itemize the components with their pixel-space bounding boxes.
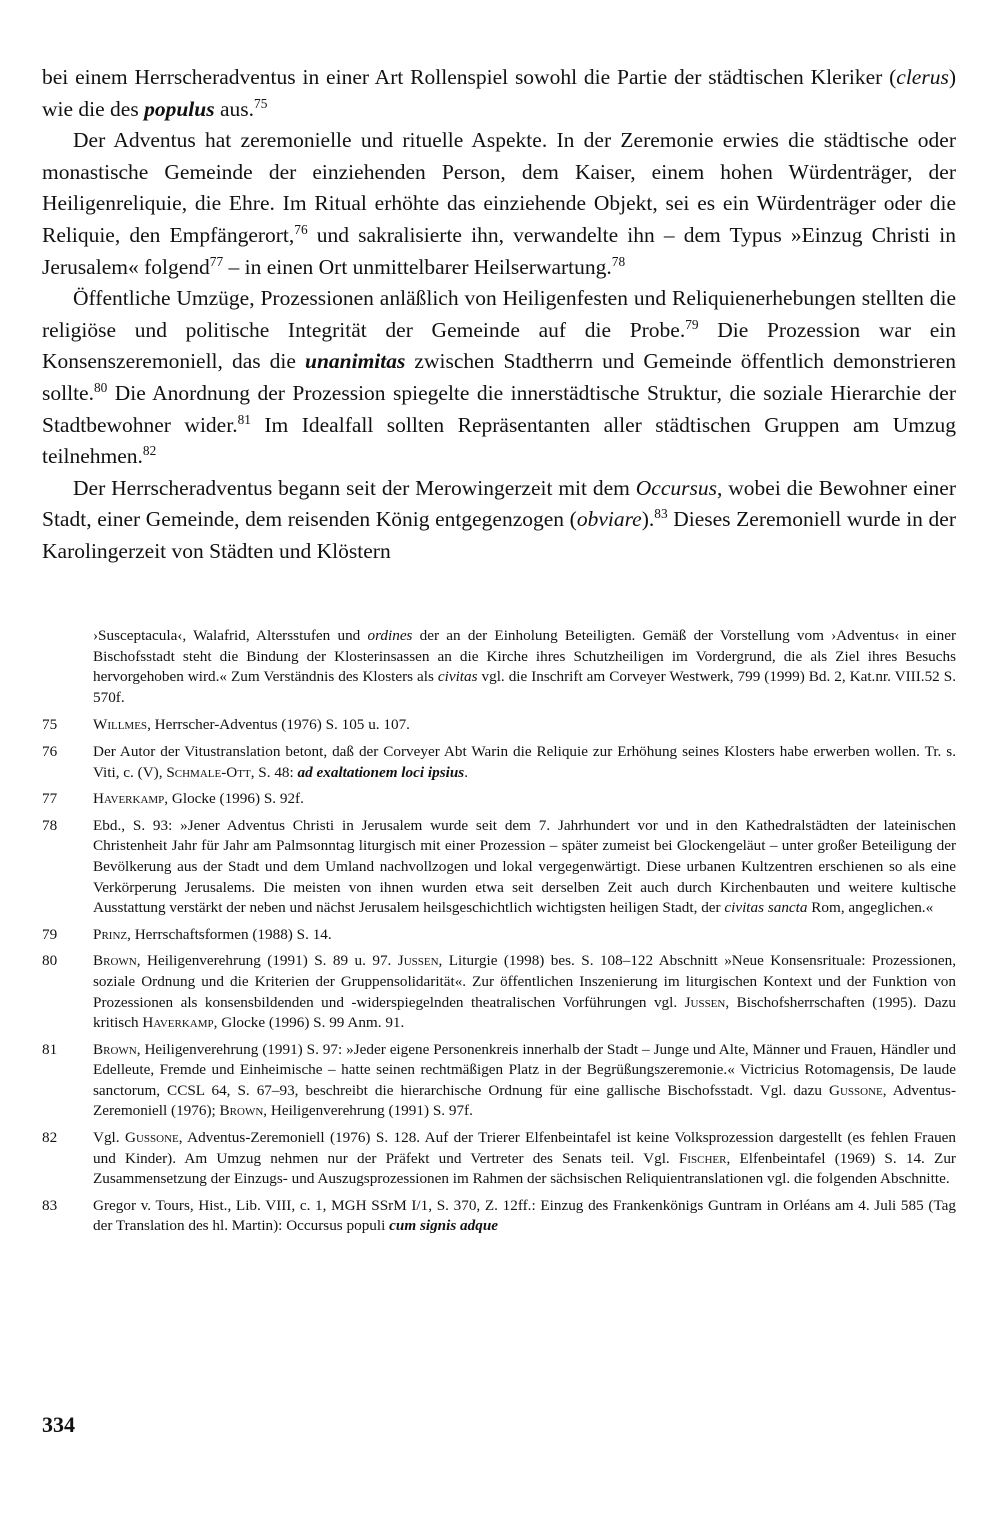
- text-run: Ebd., S. 93: »Jener Adventus Christi in Jerusalem wurde seit dem 7. Jahrhundert vor und in den Kathedralstädten der lateinischen Christenheit Jahr für Jahr am Palmsonntag liturgisch mit einer Prozession – später zumeist bei Glockengeläut – unter großer Beteiligung der Bevölkerung aus der Stadt und dem Umland nachvollzogen und lokal vergegenwärtigt. Diese urbanen Kultzentren erschienen so als eine Verkörperung Jerusalems. Die meisten von ihnen wurden etwa seit derselben Zeit auch durch Kirchenbauten und weitere kultische Ausstattung verstärkt der neben und nächst Jerusalem heilsgeschichtlich wichtigsten heiligen Stadt, der: [93, 816, 956, 917]
- text-run: , Bischofsherrschaften (1995). Dazu kritisch: [93, 993, 956, 1032]
- italic-term: ordines: [367, 627, 413, 644]
- paragraph-2: [42, 125, 956, 283]
- footnote-text: [93, 816, 956, 919]
- footnote-text: [93, 1196, 956, 1237]
- footnote-ref: 82: [142, 442, 157, 458]
- text-run: , Adventus-Zeremoniell (1976);: [93, 1081, 956, 1120]
- italic-term: Occursus: [635, 475, 717, 500]
- footnote-79: [42, 925, 956, 946]
- text-run: zwischen Stadtherrn und Gemeinde öffentlich demonstrieren sollte.: [42, 349, 957, 405]
- author-name: Gussone: [829, 1081, 883, 1099]
- text-run: Dieses Zeremoniell wurde in der Karolingerzeit von Städten und Klöstern: [42, 507, 956, 563]
- italic-term: cum signis adque: [389, 1217, 499, 1235]
- footnote-number: 75: [42, 716, 58, 734]
- footnote-text: [93, 715, 956, 736]
- text-run: , S. 48:: [250, 763, 298, 781]
- text-run: Vgl.: [93, 1129, 125, 1147]
- footnote-ref: 76: [294, 221, 308, 237]
- footnote-text: [93, 951, 956, 1033]
- text-run: , wobei die Bewohner einer Stadt, einer Gemeinde, dem reisenden König entgegenzogen (: [42, 475, 957, 532]
- footnote-83: [42, 1196, 956, 1237]
- footnote-80: [42, 951, 956, 1033]
- author-name: Fischer: [678, 1149, 727, 1167]
- text-run: .: [464, 763, 468, 781]
- text-run: bei einem Herrscheradventus in einer Art Rollenspiel sowohl die Partie der städtischen Kleriker (: [42, 65, 897, 89]
- text-run: , Elfenbeintafel (1969) S. 14. Zur Zusammensetzung der Einzugs- und Auszugsprozessionen im Rahmen der sächsischen Reliquientranslationen vgl. die folgenden Abschnitte.: [93, 1149, 956, 1188]
- footnote-78: [42, 816, 956, 919]
- author-name: Gussone: [124, 1129, 179, 1147]
- footnote-81: [42, 1040, 956, 1122]
- footnote-number: 82: [42, 1129, 58, 1147]
- footnote-number: 78: [42, 816, 58, 834]
- author-name: Prinz: [93, 925, 128, 943]
- footnote-ref: 80: [93, 379, 108, 395]
- author-name: Brown: [93, 952, 137, 970]
- text-run: aus.: [214, 96, 255, 121]
- italic-term: civitas sancta: [724, 899, 808, 917]
- text-run: vgl. die Inschrift am Corveyer Westwerk, 799 (1999) Bd. 2, Kat.nr. VIII.52 S. 570f.: [93, 668, 956, 706]
- author-name: Haverkamp: [142, 1014, 214, 1032]
- text-run: , Heiligenverehrung (1991) S. 89 u. 97.: [136, 952, 398, 970]
- text-run: Im Idealfall sollten Repräsentanten aller städtischen Gruppen am Umzug teilnehmen.: [42, 412, 956, 469]
- text-run: , Herrschaftsformen (1988) S. 14.: [127, 925, 332, 943]
- footnote-number: 79: [42, 925, 58, 943]
- footnote-text: [93, 1040, 956, 1122]
- page-number: 334: [42, 1412, 75, 1437]
- text-run: Der Adventus hat zeremonielle und rituelle Aspekte. In der Zeremonie erwies die städtische oder monastische Gemeinde der einziehenden Person, dem Kaiser, einem hohen Würdenträger, der Heiligenreliquie, die Ehre. Im Ritual erhöhte das einziehende Objekt, sei es ein Würdenträger oder die Reliquie, den Empfängerort,: [42, 128, 956, 247]
- italic-term: obviare: [576, 507, 642, 532]
- text-run: Öffentliche Umzüge, Prozessionen anläßlich von Heiligenfesten und Reliquienerhebungen stellten die religiöse und politische Integrität der Gemeinde auf die Probe.: [42, 286, 956, 342]
- text-run: Rom, angeglichen.«: [807, 899, 934, 917]
- text-run: ).: [641, 507, 655, 532]
- footnote-ref: 79: [685, 316, 699, 332]
- footnote-number: 83: [42, 1196, 58, 1214]
- main-text: [42, 62, 956, 568]
- footnote-75: [42, 715, 956, 736]
- italic-term: populus: [144, 96, 215, 121]
- footnote-number: 77: [42, 790, 58, 808]
- text-run: , Adventus-Zeremoniell (1976) S. 128. Auf der Trierer Elfenbeintafel ist keine Volksprozession dargestellt (es fehlen Frauen und Kinder). Am Umzug nehmen nur der Präfekt und Vertreter des Senats teil. Vgl.: [93, 1129, 956, 1167]
- text-run: Der Autor der Vitustranslation betont, daß der Corveyer Abt Warin die Reliquie zur Erhöhung seines Klosters habe erwerben wollen. Tr. s. Viti, c. (V),: [93, 742, 956, 781]
- italic-term: unanimitas: [304, 349, 406, 374]
- footnote-number: 81: [42, 1040, 58, 1058]
- footnote-text: [93, 789, 956, 810]
- italic-term: civitas: [437, 668, 478, 686]
- text-run: ) wie die des: [42, 65, 956, 121]
- author-name: Brown: [93, 1040, 137, 1058]
- text-run: Gregor v. Tours, Hist., Lib. VIII, c. 1, MGH SSrM I/1, S. 370, Z. 12ff.: Einzug des Frankenkönigs Guntram in Orléans am 4. Juli 585 (Tag der Translation des hl. Martin): Occursus populi: [93, 1196, 956, 1235]
- italic-term: ad exaltationem loci ipsius: [297, 763, 465, 781]
- italic-term: clerus: [896, 65, 949, 89]
- footnote-number: 80: [42, 952, 58, 970]
- footnote-ref: 75: [254, 95, 268, 111]
- author-name: Brown: [219, 1102, 264, 1120]
- footnote-76: [42, 742, 956, 783]
- text-run: , Glocke (1996) S. 99 Anm. 91.: [213, 1014, 405, 1032]
- footnote-text: [93, 925, 956, 946]
- author-name: Schmale-Ott: [166, 763, 251, 781]
- author-name: Willmes: [93, 716, 148, 734]
- text-run: der an der Einholung Beteiligten. Gemäß der Vorstellung vom ›Adventus‹ in einer Bischofsstadt steht die Bindung der Klosterinsassen an die Kirche ihres Schutzheiligen im Vordergrund, die als Ziel ihres Besuchs hervorgehoben wird.« Zum Verständnis des Klosters als: [93, 627, 956, 686]
- text-run: , Liturgie (1998) bes. S. 108–122 Abschnitt »Neue Konsensrituale: Prozessionen, soziale Ordnung und die Kriterien der Gruppensolidarität«. Zur öffentlichen Inszenierung im liturgischen Kontext und der Funktion von Prozessionen als konsensbildenden und -widerspiegelnden theatralischen Vorführungen vgl.: [93, 952, 956, 1011]
- text-run: , Glocke (1996) S. 92f.: [164, 790, 304, 808]
- footnote-continuation: [93, 626, 956, 708]
- text-run: , Heiligenverehrung (1991) S. 97f.: [263, 1102, 473, 1120]
- text-run: ›Susceptacula‹, Walafrid, Altersstufen und: [93, 627, 368, 644]
- footnote-number: 76: [42, 742, 58, 760]
- text-run: Die Prozession war ein Konsenszeremoniell, das die: [42, 317, 957, 374]
- text-run: , Herrscher-Adventus (1976) S. 105 u. 107.: [147, 716, 410, 734]
- text-run: , Heiligenverehrung (1991) S. 97: »Jeder eigene Personenkreis innerhalb der Stadt – Junge und Alte, Männer und Frauen, Händler und Edelleute, Fremde und Einheimische – hatte seinen rechtmäßigen Platz in der Begrüßungszeremonie.« Victricius Rotomagensis, De laude sanctorum, CCSL 64, S. 67–93, beschreibt die hierarchische Ordnung für eine gallische Bischofsstadt. Vgl. dazu: [93, 1040, 956, 1099]
- footnote-ref: 83: [654, 506, 668, 522]
- author-name: Jussen: [684, 993, 726, 1011]
- text-run: und sakralisierte ihn, verwandelte ihn – dem Typus »Einzug Christi in Jerusalem« folgend: [42, 222, 956, 279]
- footnote-ref: 77: [209, 253, 224, 269]
- paragraph-3: [42, 283, 956, 473]
- footnote-77: [42, 789, 956, 810]
- footnote-ref: 81: [237, 411, 251, 427]
- footnote-82: [42, 1128, 956, 1190]
- text-run: Der Herrscheradventus begann seit der Merowingerzeit mit dem: [73, 475, 636, 500]
- paragraph-4: [42, 473, 956, 568]
- author-name: Jussen: [397, 952, 439, 970]
- text-run: – in einen Ort unmittelbarer Heilserwartung.: [223, 254, 612, 279]
- footnote-ref: 78: [611, 253, 626, 269]
- author-name: Haverkamp: [93, 790, 165, 808]
- footnote-text: [93, 742, 956, 783]
- footnotes: [42, 626, 956, 1243]
- paragraph-1: [42, 62, 956, 125]
- text-run: Die Anordnung der Prozession spiegelte die innerstädtische Struktur, die soziale Hierarchie der Stadtbewohner wider.: [42, 380, 956, 437]
- footnote-text: [93, 1128, 956, 1190]
